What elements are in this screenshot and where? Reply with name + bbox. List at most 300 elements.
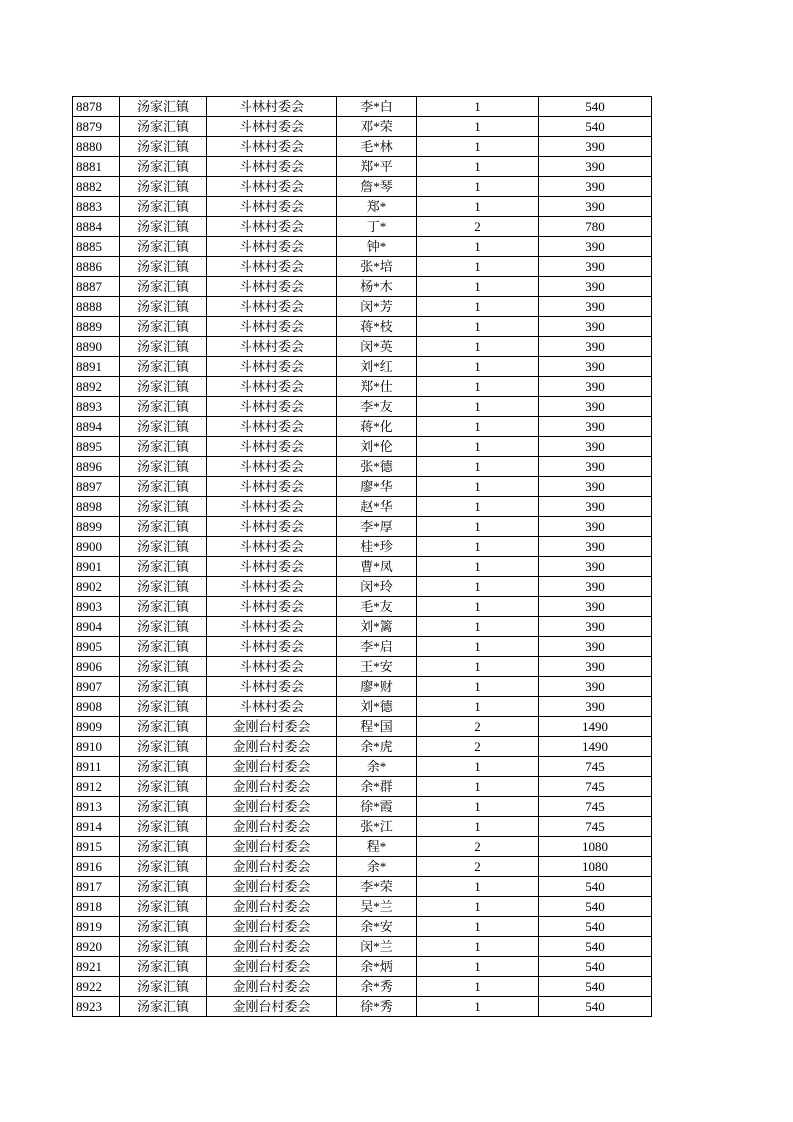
row-number-cell: 8912 — [73, 777, 120, 797]
name-cell: 桂*珍 — [337, 537, 417, 557]
row-number-cell: 8910 — [73, 737, 120, 757]
amount-cell: 540 — [539, 897, 652, 917]
row-number-cell: 8900 — [73, 537, 120, 557]
count-cell: 1 — [417, 777, 539, 797]
village-cell: 金刚台村委会 — [207, 797, 337, 817]
village-cell: 斗林村委会 — [207, 577, 337, 597]
amount-cell: 780 — [539, 217, 652, 237]
amount-cell: 390 — [539, 157, 652, 177]
row-number-cell: 8886 — [73, 257, 120, 277]
village-cell: 斗林村委会 — [207, 337, 337, 357]
village-cell: 斗林村委会 — [207, 637, 337, 657]
table-row — [73, 917, 652, 937]
town-cell: 汤家汇镇 — [120, 557, 207, 577]
count-cell: 1 — [417, 257, 539, 277]
row-number-cell: 8919 — [73, 917, 120, 937]
count-cell: 2 — [417, 217, 539, 237]
count-cell: 1 — [417, 357, 539, 377]
amount-cell: 390 — [539, 237, 652, 257]
amount-cell: 745 — [539, 817, 652, 837]
amount-cell: 390 — [539, 257, 652, 277]
count-cell: 1 — [417, 477, 539, 497]
row-number-cell: 8895 — [73, 437, 120, 457]
row-number-cell: 8894 — [73, 417, 120, 437]
village-cell: 斗林村委会 — [207, 517, 337, 537]
village-cell: 斗林村委会 — [207, 157, 337, 177]
village-cell: 金刚台村委会 — [207, 897, 337, 917]
town-cell: 汤家汇镇 — [120, 577, 207, 597]
name-cell: 余* — [337, 757, 417, 777]
town-cell: 汤家汇镇 — [120, 497, 207, 517]
village-cell: 金刚台村委会 — [207, 917, 337, 937]
count-cell: 1 — [417, 657, 539, 677]
table-row — [73, 137, 652, 157]
town-cell: 汤家汇镇 — [120, 257, 207, 277]
name-cell: 刘*伦 — [337, 437, 417, 457]
town-cell: 汤家汇镇 — [120, 837, 207, 857]
village-cell: 金刚台村委会 — [207, 977, 337, 997]
town-cell: 汤家汇镇 — [120, 217, 207, 237]
town-cell: 汤家汇镇 — [120, 957, 207, 977]
town-cell: 汤家汇镇 — [120, 637, 207, 657]
village-cell: 斗林村委会 — [207, 257, 337, 277]
count-cell: 1 — [417, 337, 539, 357]
row-number-cell: 8914 — [73, 817, 120, 837]
table-row — [73, 357, 652, 377]
town-cell: 汤家汇镇 — [120, 237, 207, 257]
amount-cell: 1490 — [539, 737, 652, 757]
row-number-cell: 8897 — [73, 477, 120, 497]
amount-cell: 540 — [539, 97, 652, 117]
table-row — [73, 277, 652, 297]
table-row — [73, 417, 652, 437]
count-cell: 1 — [417, 497, 539, 517]
town-cell: 汤家汇镇 — [120, 677, 207, 697]
count-cell: 1 — [417, 617, 539, 637]
row-number-cell: 8890 — [73, 337, 120, 357]
village-cell: 斗林村委会 — [207, 317, 337, 337]
row-number-cell: 8918 — [73, 897, 120, 917]
amount-cell: 390 — [539, 677, 652, 697]
row-number-cell: 8913 — [73, 797, 120, 817]
table-row — [73, 217, 652, 237]
table-row — [73, 397, 652, 417]
name-cell: 赵*华 — [337, 497, 417, 517]
table-row — [73, 937, 652, 957]
table-row — [73, 877, 652, 897]
town-cell: 汤家汇镇 — [120, 937, 207, 957]
count-cell: 1 — [417, 237, 539, 257]
count-cell: 1 — [417, 637, 539, 657]
count-cell: 1 — [417, 977, 539, 997]
count-cell: 1 — [417, 897, 539, 917]
row-number-cell: 8903 — [73, 597, 120, 617]
table-row — [73, 177, 652, 197]
table-row — [73, 897, 652, 917]
table-row — [73, 697, 652, 717]
town-cell: 汤家汇镇 — [120, 357, 207, 377]
amount-cell: 390 — [539, 437, 652, 457]
name-cell: 毛*林 — [337, 137, 417, 157]
amount-cell: 390 — [539, 177, 652, 197]
row-number-cell: 8893 — [73, 397, 120, 417]
table-row — [73, 737, 652, 757]
village-cell: 斗林村委会 — [207, 457, 337, 477]
village-cell: 斗林村委会 — [207, 697, 337, 717]
table-body — [73, 97, 652, 1017]
name-cell: 张*培 — [337, 257, 417, 277]
village-cell: 斗林村委会 — [207, 437, 337, 457]
table-row — [73, 237, 652, 257]
count-cell: 1 — [417, 517, 539, 537]
town-cell: 汤家汇镇 — [120, 377, 207, 397]
village-cell: 斗林村委会 — [207, 677, 337, 697]
table-row — [73, 457, 652, 477]
town-cell: 汤家汇镇 — [120, 277, 207, 297]
table-row — [73, 777, 652, 797]
row-number-cell: 8907 — [73, 677, 120, 697]
count-cell: 1 — [417, 377, 539, 397]
row-number-cell: 8887 — [73, 277, 120, 297]
town-cell: 汤家汇镇 — [120, 297, 207, 317]
name-cell: 邓*荣 — [337, 117, 417, 137]
amount-cell: 540 — [539, 117, 652, 137]
amount-cell: 540 — [539, 877, 652, 897]
town-cell: 汤家汇镇 — [120, 337, 207, 357]
name-cell: 徐*霞 — [337, 797, 417, 817]
table-row — [73, 717, 652, 737]
table-row — [73, 557, 652, 577]
table-row — [73, 757, 652, 777]
name-cell: 钟* — [337, 237, 417, 257]
count-cell: 1 — [417, 117, 539, 137]
amount-cell: 540 — [539, 917, 652, 937]
row-number-cell: 8904 — [73, 617, 120, 637]
village-cell: 斗林村委会 — [207, 537, 337, 557]
amount-cell: 390 — [539, 597, 652, 617]
table-row — [73, 497, 652, 517]
table-row — [73, 617, 652, 637]
town-cell: 汤家汇镇 — [120, 977, 207, 997]
name-cell: 李*启 — [337, 637, 417, 657]
amount-cell: 390 — [539, 697, 652, 717]
row-number-cell: 8883 — [73, 197, 120, 217]
count-cell: 1 — [417, 277, 539, 297]
town-cell: 汤家汇镇 — [120, 797, 207, 817]
town-cell: 汤家汇镇 — [120, 137, 207, 157]
town-cell: 汤家汇镇 — [120, 417, 207, 437]
amount-cell: 1080 — [539, 857, 652, 877]
name-cell: 余*虎 — [337, 737, 417, 757]
row-number-cell: 8923 — [73, 997, 120, 1017]
town-cell: 汤家汇镇 — [120, 877, 207, 897]
village-cell: 金刚台村委会 — [207, 717, 337, 737]
row-number-cell: 8879 — [73, 117, 120, 137]
amount-cell: 540 — [539, 977, 652, 997]
count-cell: 1 — [417, 437, 539, 457]
count-cell: 2 — [417, 717, 539, 737]
row-number-cell: 8916 — [73, 857, 120, 877]
amount-cell: 390 — [539, 577, 652, 597]
village-cell: 斗林村委会 — [207, 477, 337, 497]
town-cell: 汤家汇镇 — [120, 477, 207, 497]
name-cell: 蒋*化 — [337, 417, 417, 437]
village-cell: 斗林村委会 — [207, 597, 337, 617]
village-cell: 斗林村委会 — [207, 297, 337, 317]
count-cell: 1 — [417, 197, 539, 217]
count-cell: 1 — [417, 137, 539, 157]
amount-cell: 1080 — [539, 837, 652, 857]
table-row — [73, 597, 652, 617]
village-cell: 斗林村委会 — [207, 137, 337, 157]
count-cell: 1 — [417, 157, 539, 177]
table-row — [73, 677, 652, 697]
village-cell: 斗林村委会 — [207, 377, 337, 397]
village-cell: 金刚台村委会 — [207, 957, 337, 977]
village-cell: 金刚台村委会 — [207, 997, 337, 1017]
village-cell: 斗林村委会 — [207, 397, 337, 417]
name-cell: 余*安 — [337, 917, 417, 937]
count-cell: 1 — [417, 97, 539, 117]
name-cell: 詹*琴 — [337, 177, 417, 197]
amount-cell: 745 — [539, 797, 652, 817]
name-cell: 丁* — [337, 217, 417, 237]
name-cell: 张*德 — [337, 457, 417, 477]
table-row — [73, 317, 652, 337]
town-cell: 汤家汇镇 — [120, 177, 207, 197]
amount-cell: 390 — [539, 337, 652, 357]
row-number-cell: 8881 — [73, 157, 120, 177]
name-cell: 程* — [337, 837, 417, 857]
name-cell: 刘*篱 — [337, 617, 417, 637]
amount-cell: 390 — [539, 317, 652, 337]
town-cell: 汤家汇镇 — [120, 917, 207, 937]
row-number-cell: 8915 — [73, 837, 120, 857]
town-cell: 汤家汇镇 — [120, 517, 207, 537]
town-cell: 汤家汇镇 — [120, 657, 207, 677]
town-cell: 汤家汇镇 — [120, 857, 207, 877]
name-cell: 余*群 — [337, 777, 417, 797]
count-cell: 1 — [417, 297, 539, 317]
name-cell: 李*荣 — [337, 877, 417, 897]
village-cell: 斗林村委会 — [207, 217, 337, 237]
name-cell: 郑*平 — [337, 157, 417, 177]
row-number-cell: 8892 — [73, 377, 120, 397]
amount-cell: 390 — [539, 417, 652, 437]
name-cell: 蒋*枝 — [337, 317, 417, 337]
amount-cell: 390 — [539, 637, 652, 657]
count-cell: 2 — [417, 737, 539, 757]
village-cell: 斗林村委会 — [207, 657, 337, 677]
amount-cell: 390 — [539, 477, 652, 497]
amount-cell: 390 — [539, 397, 652, 417]
amount-cell: 390 — [539, 377, 652, 397]
town-cell: 汤家汇镇 — [120, 397, 207, 417]
village-cell: 金刚台村委会 — [207, 937, 337, 957]
name-cell: 杨*木 — [337, 277, 417, 297]
name-cell: 余* — [337, 857, 417, 877]
amount-cell: 390 — [539, 277, 652, 297]
town-cell: 汤家汇镇 — [120, 197, 207, 217]
count-cell: 1 — [417, 937, 539, 957]
row-number-cell: 8885 — [73, 237, 120, 257]
table-row — [73, 157, 652, 177]
town-cell: 汤家汇镇 — [120, 117, 207, 137]
town-cell: 汤家汇镇 — [120, 697, 207, 717]
table-row — [73, 637, 652, 657]
amount-cell: 540 — [539, 997, 652, 1017]
table-row — [73, 377, 652, 397]
village-cell: 金刚台村委会 — [207, 757, 337, 777]
name-cell: 闵*玲 — [337, 577, 417, 597]
town-cell: 汤家汇镇 — [120, 997, 207, 1017]
name-cell: 闵*芳 — [337, 297, 417, 317]
name-cell: 毛*友 — [337, 597, 417, 617]
village-cell: 斗林村委会 — [207, 177, 337, 197]
amount-cell: 390 — [539, 137, 652, 157]
village-cell: 斗林村委会 — [207, 617, 337, 637]
table-row — [73, 797, 652, 817]
name-cell: 郑*仕 — [337, 377, 417, 397]
name-cell: 李*白 — [337, 97, 417, 117]
row-number-cell: 8880 — [73, 137, 120, 157]
row-number-cell: 8884 — [73, 217, 120, 237]
table-row — [73, 817, 652, 837]
name-cell: 郑* — [337, 197, 417, 217]
village-cell: 斗林村委会 — [207, 497, 337, 517]
table-row — [73, 117, 652, 137]
amount-cell: 540 — [539, 937, 652, 957]
table-row — [73, 437, 652, 457]
name-cell: 曹*凤 — [337, 557, 417, 577]
row-number-cell: 8909 — [73, 717, 120, 737]
village-cell: 金刚台村委会 — [207, 737, 337, 757]
amount-cell: 390 — [539, 617, 652, 637]
table-row — [73, 537, 652, 557]
count-cell: 1 — [417, 817, 539, 837]
village-cell: 斗林村委会 — [207, 277, 337, 297]
village-cell: 斗林村委会 — [207, 357, 337, 377]
amount-cell: 390 — [539, 557, 652, 577]
row-number-cell: 8889 — [73, 317, 120, 337]
table-row — [73, 197, 652, 217]
row-number-cell: 8899 — [73, 517, 120, 537]
subsidy-table — [72, 96, 652, 1017]
town-cell: 汤家汇镇 — [120, 317, 207, 337]
amount-cell: 390 — [539, 517, 652, 537]
row-number-cell: 8922 — [73, 977, 120, 997]
name-cell: 王*安 — [337, 657, 417, 677]
count-cell: 1 — [417, 757, 539, 777]
count-cell: 2 — [417, 837, 539, 857]
name-cell: 张*江 — [337, 817, 417, 837]
town-cell: 汤家汇镇 — [120, 97, 207, 117]
village-cell: 斗林村委会 — [207, 557, 337, 577]
count-cell: 1 — [417, 797, 539, 817]
table-row — [73, 577, 652, 597]
row-number-cell: 8902 — [73, 577, 120, 597]
amount-cell: 390 — [539, 537, 652, 557]
row-number-cell: 8906 — [73, 657, 120, 677]
town-cell: 汤家汇镇 — [120, 437, 207, 457]
amount-cell: 540 — [539, 957, 652, 977]
count-cell: 1 — [417, 317, 539, 337]
town-cell: 汤家汇镇 — [120, 717, 207, 737]
name-cell: 闵*兰 — [337, 937, 417, 957]
count-cell: 1 — [417, 957, 539, 977]
name-cell: 廖*财 — [337, 677, 417, 697]
count-cell: 1 — [417, 917, 539, 937]
table-row — [73, 997, 652, 1017]
amount-cell: 390 — [539, 497, 652, 517]
count-cell: 1 — [417, 537, 539, 557]
village-cell: 金刚台村委会 — [207, 837, 337, 857]
amount-cell: 390 — [539, 357, 652, 377]
table-row — [73, 517, 652, 537]
table-row — [73, 297, 652, 317]
count-cell: 1 — [417, 417, 539, 437]
row-number-cell: 8896 — [73, 457, 120, 477]
table-row — [73, 957, 652, 977]
name-cell: 程*国 — [337, 717, 417, 737]
village-cell: 金刚台村委会 — [207, 777, 337, 797]
amount-cell: 745 — [539, 757, 652, 777]
table-row — [73, 97, 652, 117]
count-cell: 1 — [417, 457, 539, 477]
amount-cell: 390 — [539, 457, 652, 477]
table-row — [73, 337, 652, 357]
count-cell: 1 — [417, 597, 539, 617]
row-number-cell: 8911 — [73, 757, 120, 777]
count-cell: 1 — [417, 877, 539, 897]
town-cell: 汤家汇镇 — [120, 897, 207, 917]
table-row — [73, 857, 652, 877]
village-cell: 斗林村委会 — [207, 197, 337, 217]
town-cell: 汤家汇镇 — [120, 757, 207, 777]
count-cell: 1 — [417, 397, 539, 417]
table-row — [73, 477, 652, 497]
town-cell: 汤家汇镇 — [120, 157, 207, 177]
name-cell: 刘*德 — [337, 697, 417, 717]
town-cell: 汤家汇镇 — [120, 537, 207, 557]
village-cell: 斗林村委会 — [207, 117, 337, 137]
table-row — [73, 657, 652, 677]
town-cell: 汤家汇镇 — [120, 597, 207, 617]
table-row — [73, 837, 652, 857]
name-cell: 吴*兰 — [337, 897, 417, 917]
name-cell: 李*友 — [337, 397, 417, 417]
row-number-cell: 8920 — [73, 937, 120, 957]
name-cell: 闵*英 — [337, 337, 417, 357]
town-cell: 汤家汇镇 — [120, 457, 207, 477]
row-number-cell: 8878 — [73, 97, 120, 117]
village-cell: 金刚台村委会 — [207, 857, 337, 877]
row-number-cell: 8891 — [73, 357, 120, 377]
town-cell: 汤家汇镇 — [120, 737, 207, 757]
village-cell: 斗林村委会 — [207, 97, 337, 117]
row-number-cell: 8921 — [73, 957, 120, 977]
count-cell: 1 — [417, 557, 539, 577]
count-cell: 1 — [417, 577, 539, 597]
name-cell: 余*炳 — [337, 957, 417, 977]
village-cell: 金刚台村委会 — [207, 817, 337, 837]
village-cell: 斗林村委会 — [207, 417, 337, 437]
row-number-cell: 8908 — [73, 697, 120, 717]
amount-cell: 390 — [539, 197, 652, 217]
name-cell: 廖*华 — [337, 477, 417, 497]
village-cell: 斗林村委会 — [207, 237, 337, 257]
row-number-cell: 8917 — [73, 877, 120, 897]
